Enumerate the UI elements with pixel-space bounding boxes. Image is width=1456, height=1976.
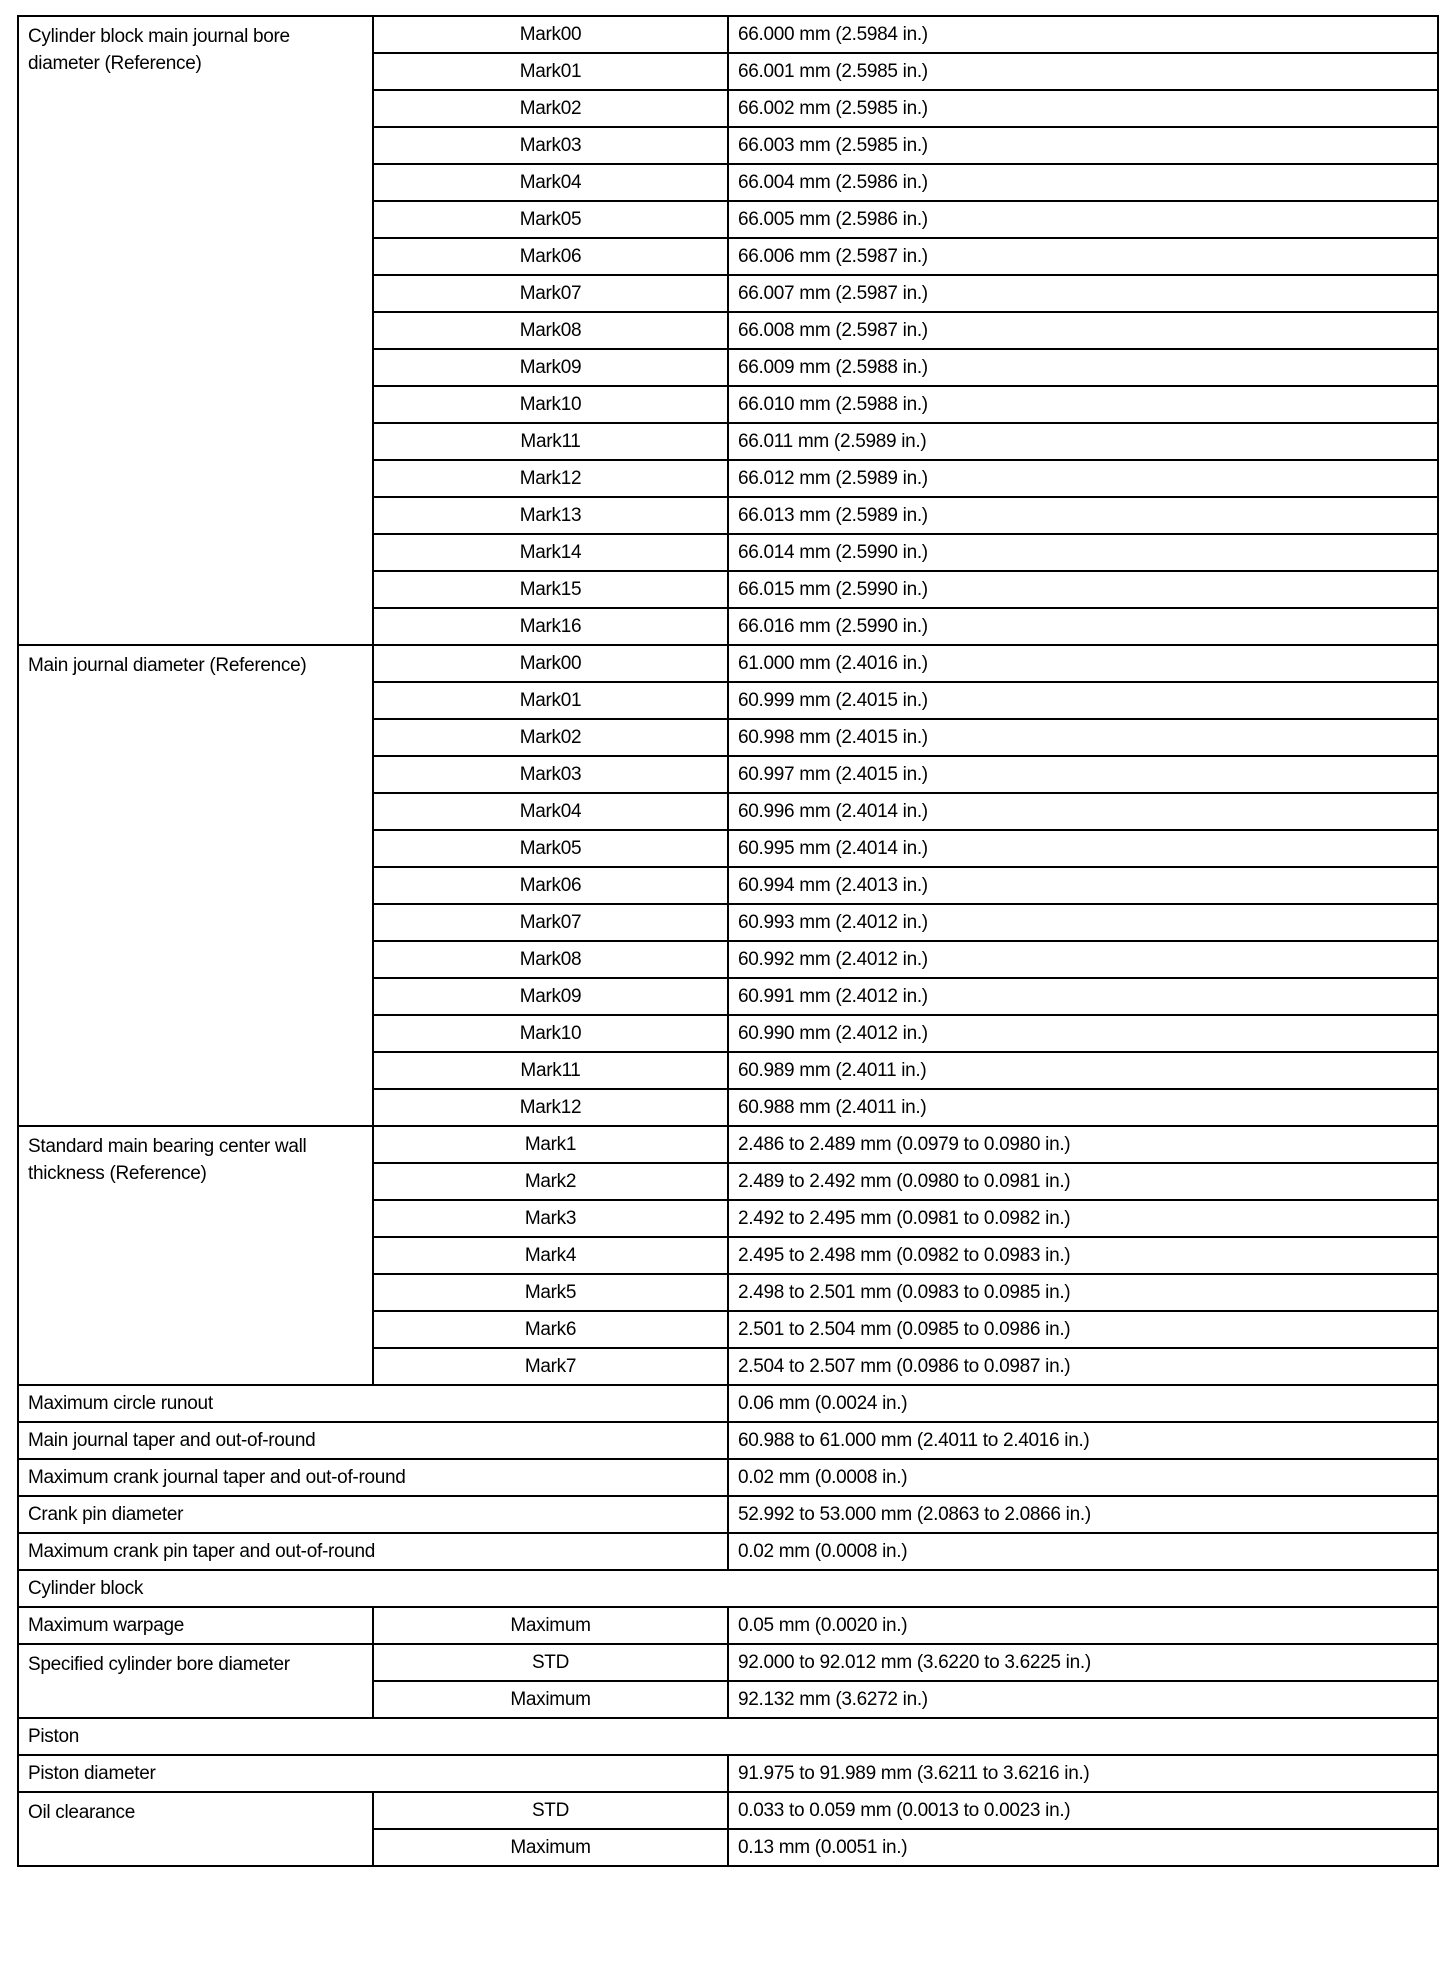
row-value: 60.988 mm (2.4011 in.) [728, 1089, 1438, 1126]
row-mark: Mark10 [373, 1015, 728, 1052]
row-mark: Mark12 [373, 1089, 728, 1126]
group-label: Main journal diameter (Reference) [18, 645, 373, 1126]
row-mark: Mark01 [373, 53, 728, 90]
row-value: 66.002 mm (2.5985 in.) [728, 90, 1438, 127]
row-mark: Mark09 [373, 349, 728, 386]
row-value: 66.005 mm (2.5986 in.) [728, 201, 1438, 238]
group-label: Standard main bearing center wall thickness (Reference) [18, 1126, 373, 1385]
row-value: 60.998 mm (2.4015 in.) [728, 719, 1438, 756]
row-label: Maximum circle runout [18, 1385, 728, 1422]
row-mark: Mark02 [373, 90, 728, 127]
row-mark: STD [373, 1792, 728, 1829]
row-label: Crank pin diameter [18, 1496, 728, 1533]
row-mark: Mark13 [373, 497, 728, 534]
row-value: 52.992 to 53.000 mm (2.0863 to 2.0866 in.) [728, 1496, 1438, 1533]
row-value: 0.02 mm (0.0008 in.) [728, 1533, 1438, 1570]
row-mark: Mark05 [373, 201, 728, 238]
row-mark: Mark7 [373, 1348, 728, 1385]
row-label: Maximum crank pin taper and out-of-round [18, 1533, 728, 1570]
row-label: Oil clearance [18, 1792, 373, 1866]
row-mark: Mark06 [373, 867, 728, 904]
row-mark: Mark08 [373, 941, 728, 978]
piston-section [18, 1718, 1438, 1866]
row-mark: Mark03 [373, 756, 728, 793]
row-label: Maximum crank journal taper and out-of-round [18, 1459, 728, 1496]
row-value: 66.001 mm (2.5985 in.) [728, 53, 1438, 90]
row-value: 66.016 mm (2.5990 in.) [728, 608, 1438, 645]
row-value: 66.007 mm (2.5987 in.) [728, 275, 1438, 312]
row-mark: Mark00 [373, 16, 728, 53]
row-value: 0.06 mm (0.0024 in.) [728, 1385, 1438, 1422]
cylinder-block-section [18, 1570, 1438, 1718]
row-mark: Mark04 [373, 164, 728, 201]
simple-rows [18, 1385, 1438, 1570]
row-value: 61.000 mm (2.4016 in.) [728, 645, 1438, 682]
row-value: 2.498 to 2.501 mm (0.0983 to 0.0985 in.) [728, 1274, 1438, 1311]
row-value: 92.132 mm (3.6272 in.) [728, 1681, 1438, 1718]
row-label: Specified cylinder bore diameter [18, 1644, 373, 1718]
row-mark: Mark2 [373, 1163, 728, 1200]
row-mark: Mark08 [373, 312, 728, 349]
row-value: 60.990 mm (2.4012 in.) [728, 1015, 1438, 1052]
row-value: 0.033 to 0.059 mm (0.0013 to 0.0023 in.) [728, 1792, 1438, 1829]
row-value: 66.004 mm (2.5986 in.) [728, 164, 1438, 201]
row-value: 66.003 mm (2.5985 in.) [728, 127, 1438, 164]
row-mark: Mark4 [373, 1237, 728, 1274]
row-value: 91.975 to 91.989 mm (3.6211 to 3.6216 in.) [728, 1755, 1438, 1792]
row-value: 2.504 to 2.507 mm (0.0986 to 0.0987 in.) [728, 1348, 1438, 1385]
section-header: Cylinder block [18, 1570, 1438, 1607]
row-value: 2.489 to 2.492 mm (0.0980 to 0.0981 in.) [728, 1163, 1438, 1200]
table-row [18, 1385, 1438, 1422]
row-value: 66.012 mm (2.5989 in.) [728, 460, 1438, 497]
row-mark: Mark02 [373, 719, 728, 756]
row-value: 60.993 mm (2.4012 in.) [728, 904, 1438, 941]
row-value: 60.992 mm (2.4012 in.) [728, 941, 1438, 978]
row-value: 66.013 mm (2.5989 in.) [728, 497, 1438, 534]
row-mark: Mark01 [373, 682, 728, 719]
table-row [18, 1496, 1438, 1533]
row-mark: Mark14 [373, 534, 728, 571]
table-row [18, 1126, 1438, 1163]
row-label: Main journal taper and out-of-round [18, 1422, 728, 1459]
row-value: 2.492 to 2.495 mm (0.0981 to 0.0982 in.) [728, 1200, 1438, 1237]
row-value: 60.988 to 61.000 mm (2.4011 to 2.4016 in.) [728, 1422, 1438, 1459]
specifications-table [17, 15, 1439, 1867]
row-mark: Mark11 [373, 423, 728, 460]
row-value: 60.995 mm (2.4014 in.) [728, 830, 1438, 867]
table-row [18, 1644, 1438, 1681]
row-mark: STD [373, 1644, 728, 1681]
row-label: Maximum warpage [18, 1607, 373, 1644]
table-row [18, 1533, 1438, 1570]
row-mark: Mark07 [373, 904, 728, 941]
row-value: 66.015 mm (2.5990 in.) [728, 571, 1438, 608]
row-mark: Maximum [373, 1829, 728, 1866]
section-header-row [18, 1570, 1438, 1607]
row-mark: Mark11 [373, 1052, 728, 1089]
row-mark: Mark09 [373, 978, 728, 1015]
row-mark: Mark15 [373, 571, 728, 608]
row-mark: Mark16 [373, 608, 728, 645]
row-value: 66.000 mm (2.5984 in.) [728, 16, 1438, 53]
row-mark: Mark04 [373, 793, 728, 830]
table-row [18, 645, 1438, 682]
row-mark: Mark03 [373, 127, 728, 164]
row-mark: Mark00 [373, 645, 728, 682]
row-value: 2.501 to 2.504 mm (0.0985 to 0.0986 in.) [728, 1311, 1438, 1348]
row-value: 60.999 mm (2.4015 in.) [728, 682, 1438, 719]
row-value: 0.05 mm (0.0020 in.) [728, 1607, 1438, 1644]
row-value: 60.996 mm (2.4014 in.) [728, 793, 1438, 830]
row-value: 60.989 mm (2.4011 in.) [728, 1052, 1438, 1089]
row-value: 92.000 to 92.012 mm (3.6220 to 3.6225 in.) [728, 1644, 1438, 1681]
row-mark: Maximum [373, 1681, 728, 1718]
table-row [18, 16, 1438, 53]
row-label: Piston diameter [18, 1755, 728, 1792]
row-value: 66.010 mm (2.5988 in.) [728, 386, 1438, 423]
row-value: 66.011 mm (2.5989 in.) [728, 423, 1438, 460]
row-mark: Mark1 [373, 1126, 728, 1163]
row-mark: Mark05 [373, 830, 728, 867]
table-row [18, 1792, 1438, 1829]
row-mark: Mark06 [373, 238, 728, 275]
row-value: 60.991 mm (2.4012 in.) [728, 978, 1438, 1015]
table-row [18, 1459, 1438, 1496]
group-label: Cylinder block main journal bore diameter (Reference) [18, 16, 373, 645]
row-value: 0.02 mm (0.0008 in.) [728, 1459, 1438, 1496]
section-header-row [18, 1718, 1438, 1755]
row-value: 60.997 mm (2.4015 in.) [728, 756, 1438, 793]
table-row [18, 1422, 1438, 1459]
row-value: 60.994 mm (2.4013 in.) [728, 867, 1438, 904]
table-row [18, 1607, 1438, 1644]
row-value: 0.13 mm (0.0051 in.) [728, 1829, 1438, 1866]
row-mark: Mark5 [373, 1274, 728, 1311]
row-mark: Mark3 [373, 1200, 728, 1237]
row-value: 2.486 to 2.489 mm (0.0979 to 0.0980 in.) [728, 1126, 1438, 1163]
table-row [18, 1755, 1438, 1792]
row-mark: Maximum [373, 1607, 728, 1644]
row-mark: Mark10 [373, 386, 728, 423]
row-value: 66.006 mm (2.5987 in.) [728, 238, 1438, 275]
row-mark: Mark12 [373, 460, 728, 497]
section-header: Piston [18, 1718, 1438, 1755]
row-value: 66.009 mm (2.5988 in.) [728, 349, 1438, 386]
row-mark: Mark6 [373, 1311, 728, 1348]
grouped-mark-rows [18, 16, 1438, 1385]
row-value: 2.495 to 2.498 mm (0.0982 to 0.0983 in.) [728, 1237, 1438, 1274]
row-value: 66.008 mm (2.5987 in.) [728, 312, 1438, 349]
row-mark: Mark07 [373, 275, 728, 312]
row-value: 66.014 mm (2.5990 in.) [728, 534, 1438, 571]
